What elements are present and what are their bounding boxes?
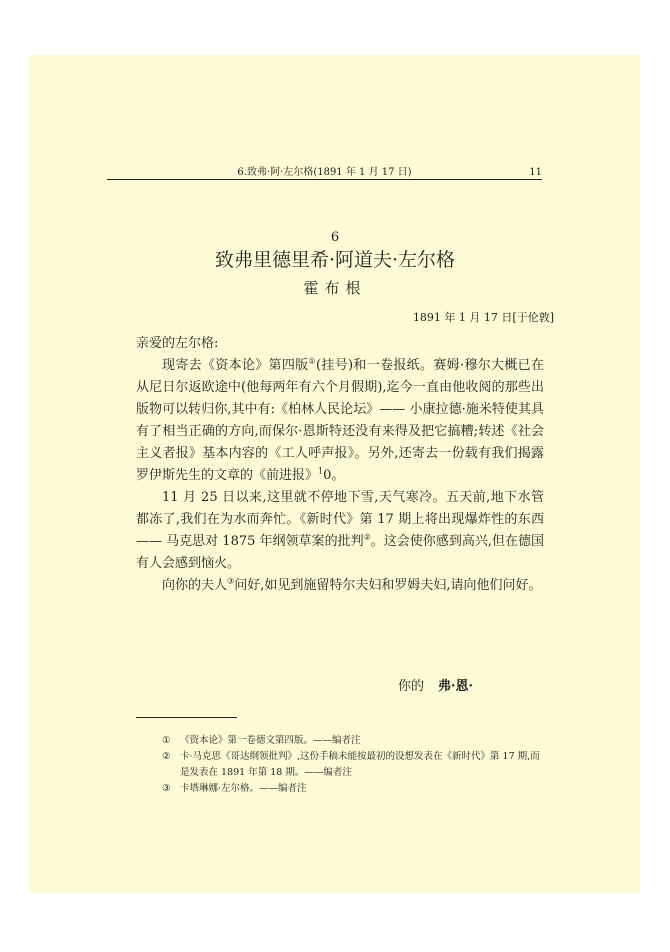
paragraph-2-text-b: 。这会使你感到高兴,但在德国有人会感到恼火。 [136,534,545,571]
paragraph-3 [136,575,544,597]
footnote-item [162,781,546,797]
note-ref-1: 1 [318,466,324,476]
letter-body [136,333,544,597]
signature: 弗·恩· [438,679,474,694]
footnote-text: 卡塔琳娜·左尔格。——编者注 [180,783,307,794]
footnotes [162,733,546,797]
closing-yours: 你的 [398,679,425,694]
page-number: 11 [529,167,542,178]
letter-title: 致弗里德里希·阿道夫·左尔格 [214,249,456,271]
footnote-ref-3: ③ [227,576,235,586]
footnote-ref-1: ① [308,356,316,366]
letter-number: 6 [330,230,340,245]
footnote-mark: ③ [162,783,171,794]
paragraph-2 [136,487,544,575]
footnote-ref-2: ② [363,532,371,542]
paragraph-1 [136,355,544,487]
closing [398,676,473,698]
letter-source: 霍布根 [303,279,367,297]
paragraph-3-text-b: 问好,如见到施留特尔夫妇和罗姆夫妇,请向他们问好。 [234,578,542,593]
salutation: 亲爱的左尔格: [136,336,219,351]
footnote-mark: ② [162,751,171,762]
footnote-item [162,749,546,781]
paragraph-1-text-c: 0。 [323,468,345,483]
footnote-text: 卡·马克思《哥达纲领批判》,这份手稿未能按最初的设想发表在《新时代》第 17 期,而是发表在 1891 年第 18 期。——编者注 [180,751,540,778]
dateline: 1891 年 1 月 17 日[于伦敦] [412,311,554,324]
paragraph-1-text-a: 现寄去《资本论》第四版 [162,358,309,373]
paragraph-1-text-b: (挂号)和一卷报纸。赛姆·穆尔大概已在从尼日尔返欧途中(他每两年有六个月假期),迄今一直由他收阅的那些出版物可以转归你,其中有:《柏林人民论坛》—— 小康拉德·施米特使其具有了相当正确的方向,而保尔·恩斯特还没有来得及把它搞糟;转述《社会主义者报》基本内容的《工人呼声报》。另外,还寄去一份载有我们揭露罗伊斯先生的文章的《前进报》 [136,358,544,483]
running-title: 6.致弗·阿·左尔格(1891 年 1 月 17 日) [237,167,412,178]
page-header [107,109,542,180]
footnote-text: 《资本论》第一卷德文第四版。——编者注 [180,735,361,746]
paragraph-2-text-a: 11 月 25 日以来,这里就不停地下雪,天气寒冷。五天前,地下水管都冻了,我们在为水而奔忙。《新时代》第 17 期上将出现爆炸性的东西—— 马克思对 1875 年纲领草案的批判 [136,490,544,549]
footnote-mark: ① [162,735,171,746]
footnote-divider [136,717,237,718]
footnote-item [162,733,546,749]
paragraph-3-text-a: 向你的夫人 [162,578,228,593]
